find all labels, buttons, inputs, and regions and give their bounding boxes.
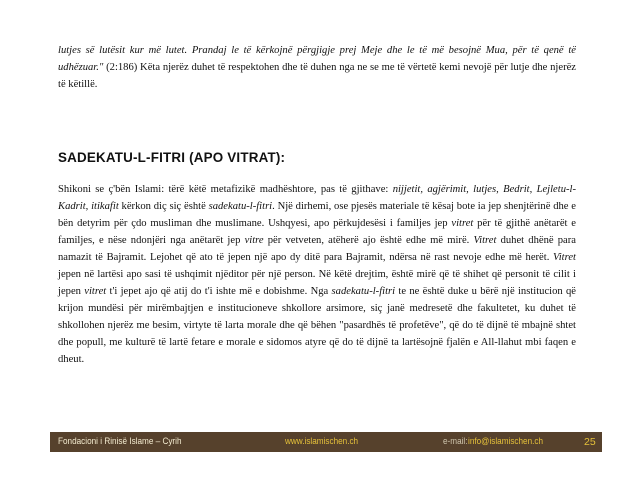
footer-email-label: e-mail: [443,436,468,447]
intro-paragraph [58,42,576,93]
body-paragraph [58,181,576,368]
quote-reference: (2:186) Këta njerëz duhet të respektohen dhe të duhen nga ne se me të vërtetë kemi nevojë për lutje dhe njerëz të këtillë. [58,62,576,90]
footer-organization: Fondacioni i Rinisë Islame – Cyrih [58,436,182,447]
footer-email-link[interactable]: info@islamischen.ch [468,436,544,447]
body-italic-term: nijjetit, agjërimit, lutjes, Bedrit, Lejletu-l-Kadrit, itikafit [58,184,576,212]
body-text: jepen në lartësi apo sasi të ushqimit njëditor për një person. Në këtë drejtim, është mirë që të shihet që personit të cilit i jepen [58,269,576,297]
body-text: kërkon diç siç është [118,201,209,212]
body-text: duhet dhënë para namazit të Bajramit. Lejohet që ato të jepen një apo dy ditë para Bajramit, ndërsa në rast nevoje edhe më herët. [58,235,576,263]
body-italic-term: sadekatu-l-fitri [208,201,273,212]
quote-text: lutjes së lutësit kur më lutet. Prandaj le të kërkojnë përgjigje prej Meje dhe le të më besojnë Mua, për të qenë të udhëzuar." [58,45,576,73]
section-heading: SADEKATU-L-FITRI (APO VITRAT): [58,150,286,165]
body-text: te ne është duke u bërë një institucion që krijon mundësi për mirëmbajtjen e institucioneve shkollore arsimore, siç janë medresetë dhe fakultetet, ku duhet të shkollohen njerëz me besim, virtyte të larta morale dhe që bëhen "pasardhës të profetëve", që do të dijnë të mbajnë shtet dhe popull, me kulturë të lartë fetare e morale e sidomos atyre që do të dijnë ta lartësojnë fjalën e All-llahut mbi faqen e dheut. [58,286,576,365]
body-text: për vetveten, atëherë ajo është edhe më mirë. [263,235,474,246]
page-number: 25 [584,436,596,448]
body-italic-term: Vitret [553,252,576,263]
body-italic-term: sadekatu-l-fitri [331,286,396,297]
body-text: Shikoni se ç'bën Islami: tërë këtë metafizikë madhështore, pas të gjithave: [58,184,393,195]
body-italic-term: vitre [244,235,264,246]
body-text: . Një dirhemi, ose pjesës materiale të kësaj bote ia jep shenjtërinë dhe e bën detyrim për çdo musliman dhe muslimane. Ushqyesi, apo përkujdesësi i familjes jep [58,201,576,229]
body-text: t'i jepet ajo që atij do t'i ishte më e dobishme. Nga [106,286,332,297]
body-text: për të gjithë anëtarët e familjes, e nëse ndonjëri nga anëtarët jep [58,218,576,246]
body-italic-term: Vitret [473,235,497,246]
body-italic-term: vitret [84,286,107,297]
page-footer [50,432,602,452]
footer-website-link[interactable]: www.islamischen.ch [285,436,359,447]
body-italic-term: vitret [451,218,474,229]
